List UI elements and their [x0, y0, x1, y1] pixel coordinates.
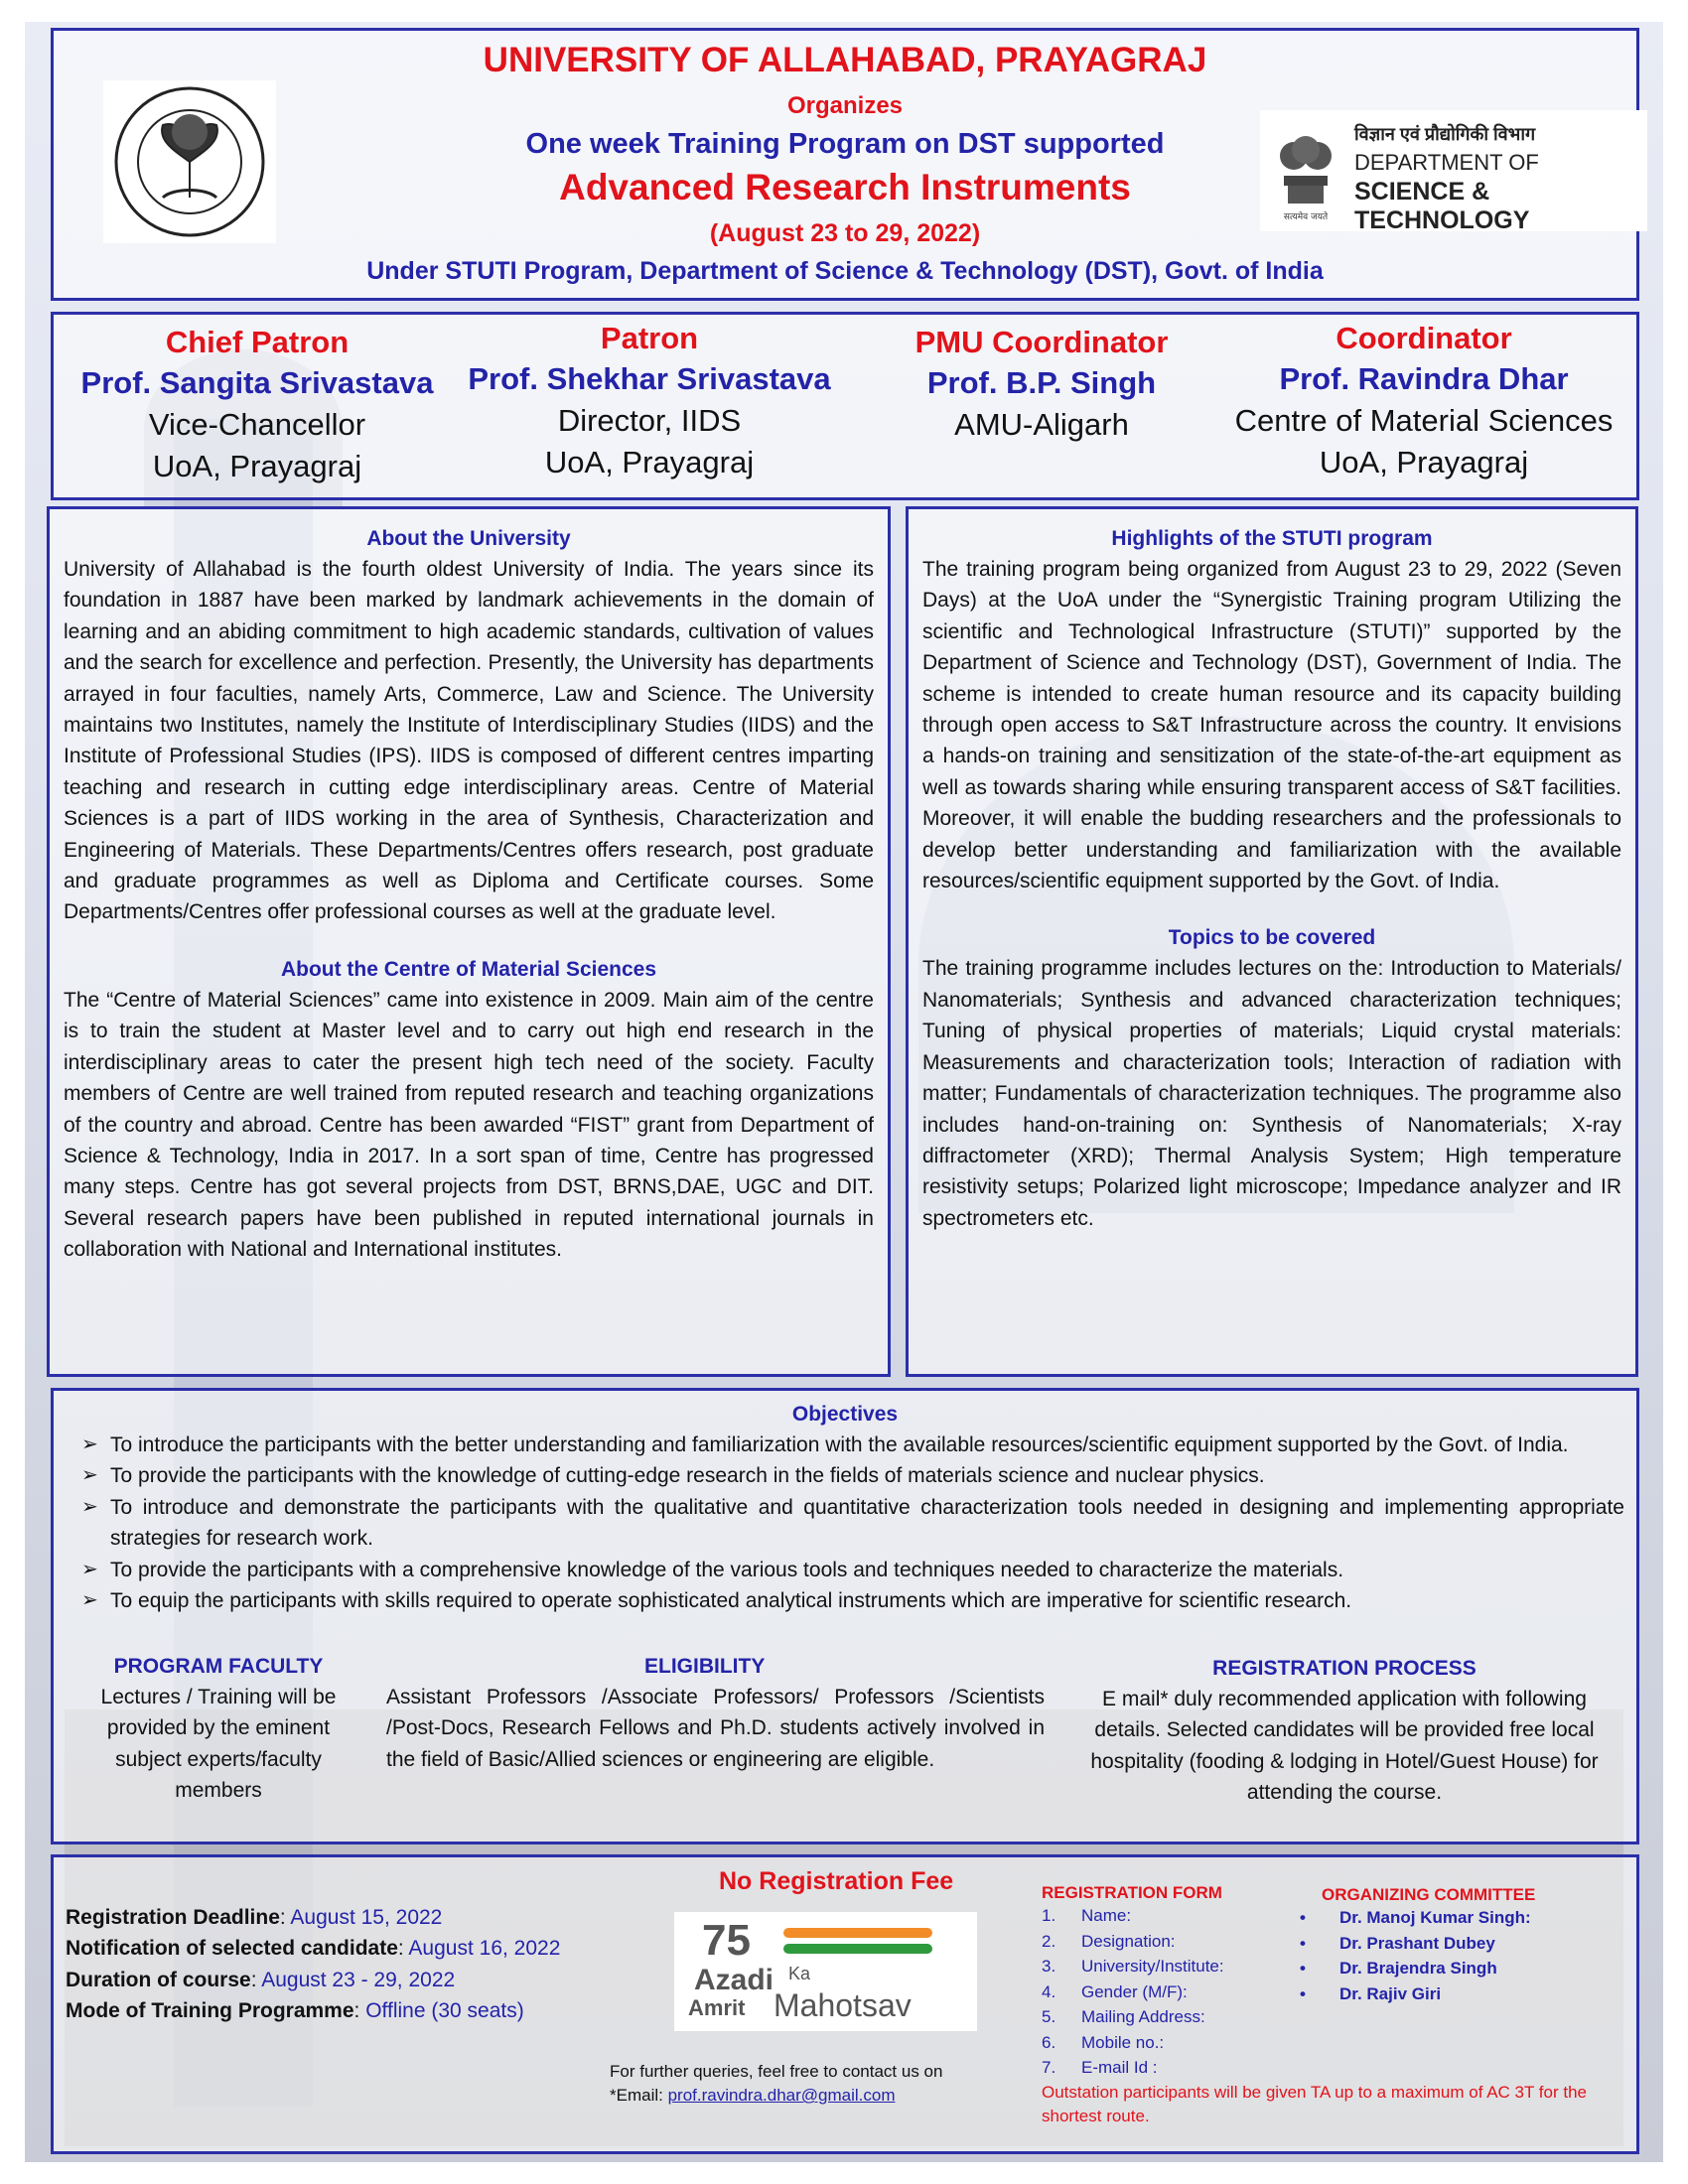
organizes-label: Organizes: [786, 92, 904, 119]
arrow-bullet-icon: ➢: [81, 1464, 98, 1487]
about-university-text: University of Allahabad is the fourth oldest University of India. The years since its foundation in 1887 have been marked by landmark achievements in the domain of learning and an abiding commitment to high academic standards, cultivation of values and the search for excellence and perfection. Presently, the University has departments arrayed in four faculties, namely Arts, Commerce, Law and Science. The University maintains two Institutes, namely the Institute of Interdisciplinary Studies (IIDS) and the Institute of Professional Studies (IPS). IIDS is composed of different centres imparting teaching and research in cutting edge interdisciplinary areas. Centre of Material Sciences is a part of IIDS working in the area of Synthesis, Characterization and Engineering of Materials. These Departments/Centres offers research, post graduate and graduate programmes as well as Diploma and Certificate courses. Some Departments/Centres offer professional courses as well at the graduate level.: [64, 558, 874, 924]
committee-list: [1300, 1905, 1627, 2006]
dst-hindi-name: विज्ञान एवं प्रौद्योगिकी विभाग: [1354, 124, 1536, 144]
form-field-item: 2. Designation:: [1042, 1931, 1176, 1951]
patron-name: Prof. Sangita Srivastava: [80, 365, 434, 400]
patrons-box: [51, 312, 1639, 500]
patron-role: Chief Patron: [165, 325, 350, 359]
objectives-list: [66, 1430, 1624, 1616]
patron-affiliation: UoA, Prayagraj: [1319, 445, 1529, 479]
committee-member: • Dr. Manoj Kumar Singh:: [1300, 1908, 1531, 1927]
organizing-committee: [1300, 1885, 1627, 2006]
registration-process-text: E mail* duly recommended application with following details. Selected candidates will be provided free local hospitality (fooding & lodging in Hotel/Guest House) for attending the course.: [1090, 1688, 1599, 1805]
form-field-item: 5. Mailing Address:: [1042, 2007, 1205, 2026]
contact-info: [610, 2060, 942, 2108]
objective-item: ➢ To introduce and demonstrate the participants with the qualitative and quantitative characterization tools needed in designing and implementing appropriate strategies for research work.: [66, 1492, 1624, 1555]
patron-designation: Centre of Material Sciences: [1234, 403, 1614, 438]
arrow-bullet-icon: ➢: [81, 1558, 98, 1580]
eligibility-text: Assistant Professors /Associate Professors/ Professors /Scientists /Post-Docs, Research Fellows and Ph.D. students actively involved in the field of Basic/Allied sciences or engineering are eligible.: [386, 1686, 1045, 1771]
objective-item: ➢ To provide the participants with a comprehensive knowledge of the various tools and techniques needed to characterize the materials.: [66, 1555, 1624, 1585]
program-faculty-title: PROGRAM FACULTY: [113, 1655, 324, 1678]
patron-column: [878, 323, 1205, 446]
registration-process-title: REGISTRATION PROCESS: [1212, 1657, 1477, 1680]
committee-member: • Dr. Rajiv Giri: [1300, 1983, 1442, 2003]
dst-logo: [1260, 110, 1647, 234]
about-university-title: About the University: [366, 527, 571, 550]
notification-line: Notification of selected candidate: August 16, 2022: [66, 1937, 561, 1961]
arrow-bullet-icon: ➢: [81, 1495, 98, 1518]
azadi-ka-amrit-mahotsav-logo: 75 Azadi Ka Amrit Mahotsav: [674, 1912, 977, 2031]
committee-member: • Dr. Brajendra Singh: [1300, 1959, 1497, 1978]
form-field-item: 1. Name:: [1042, 1906, 1132, 1925]
topics-text: The training programme includes lectures on the: Introduction to Materials/ Nanomaterials; Synthesis and advanced characterization techniques; Tuning of physical properties of materials; Liquid crystal materials: Measurements and characterization tools; Interaction of radiation with matter; Fundamentals of characterization techniques. The programme also includes hand-on-training on: Synthesis of Nanomaterials; X-ray diffractometer (XRD); Thermal Analysis System; High temperature resistivity setups; Polarized light microscope; Impedance analyzer and IR spectrometers etc.: [922, 957, 1621, 1230]
objective-item: ➢ To provide the participants with the knowledge of cutting-edge research in the fields of materials science and nuclear physics.: [66, 1460, 1624, 1491]
patron-name: Prof. Ravindra Dhar: [1279, 361, 1569, 396]
objective-item: ➢ To equip the participants with skills required to operate sophisticated analytical instruments which are imperative for scientific research.: [66, 1585, 1624, 1616]
email-line: *Email: prof.ravindra.dhar@gmail.com: [610, 2086, 896, 2105]
objectives-box: [51, 1388, 1639, 1844]
duration-line: Duration of course: August 23 - 29, 2022: [66, 1968, 456, 1991]
university-title: UNIVERSITY OF ALLAHABAD, PRAYAGRAJ: [483, 41, 1207, 79]
dst-name-line2: SCIENCE & TECHNOLOGY: [1354, 178, 1530, 234]
dst-name-line1: DEPARTMENT OF: [1354, 150, 1539, 175]
program-faculty-text: Lectures / Training will be provided by the eminent subject experts/faculty members: [100, 1686, 337, 1803]
program-faculty-section: [75, 1651, 361, 1807]
program-dates: (August 23 to 29, 2022): [709, 219, 981, 247]
committee-title: ORGANIZING COMMITTEE: [1322, 1885, 1536, 1904]
about-centre-text: The “Centre of Material Sciences” came into existence in 2009. Main aim of the centre is to train the student at Master level and to carry out high end research in the interdisciplinary areas to cater the present high tech need of the society. Faculty members of Centre are well trained from reputed research and teaching organizations of the country and abroad. Centre has been awarded “FIST” grant from Department of Science & Technology, India in 2017. In a sort span of time, Centre has progressed many steps. Centre has got several projects from DST, BRNS,DAE, UGC and DIT. Several research papers have been published in reputed international journals in collaboration with National and International institutes.: [64, 988, 874, 1262]
registration-form-title: REGISTRATION FORM: [1042, 1883, 1222, 1902]
form-field-item: 4. Gender (M/F):: [1042, 1981, 1188, 2001]
patron-role: Coordinator: [1336, 321, 1512, 355]
email-link[interactable]: prof.ravindra.dhar@gmail.com: [667, 2086, 896, 2105]
poster-page: [25, 22, 1663, 2162]
patron-name: Prof. Shekhar Srivastava: [468, 361, 831, 396]
form-field-item: 3. University/Institute:: [1042, 1957, 1224, 1976]
eligibility-title: ELIGIBILITY: [644, 1655, 766, 1678]
patron-designation: Vice-Chancellor: [148, 407, 366, 442]
deadline-line: Registration Deadline: August 15, 2022: [66, 1906, 443, 1929]
arrow-bullet-icon: ➢: [81, 1433, 98, 1455]
key-dates: [66, 1902, 701, 2027]
topics-title: Topics to be covered: [1168, 926, 1376, 950]
ta-note: Outstation participants will be given TA up to a maximum of AC 3T for the shortest route.: [1042, 2082, 1587, 2125]
eligibility-section: [386, 1651, 1045, 1775]
patron-affiliation: UoA, Prayagraj: [152, 449, 362, 483]
program-title: Advanced Research Instruments: [559, 167, 1131, 207]
patron-role: Patron: [600, 321, 699, 355]
program-label: One week Training Program on DST supported: [525, 128, 1165, 160]
committee-member: • Dr. Prashant Dubey: [1300, 1933, 1495, 1953]
highlights-text: The training program being organized from August 23 to 29, 2022 (Seven Days) at the UoA under the “Synergistic Training program Utilizing the scientific and Technological Infrastructure (STUTI)” supported by the Department of Science and Technology (DST), Government of India. The scheme is intended to create human resource and its capacity building through open access to S&T Infrastructure across the country. It envisions a hands-on training and sensitization of the state-of-the-art equipment as well as towards sharing while ensuring transparent access of S&T facilities. Moreover, it will enable the budding researchers and the professionals to develop better understanding and familiarization with the available resources/scientific equipment supported by the Govt. of India.: [922, 558, 1621, 893]
objective-item: ➢ To introduce the participants with the better understanding and familiarization with the available resources/scientific equipment supported by the Govt. of India.: [66, 1430, 1624, 1460]
about-centre-title: About the Centre of Material Sciences: [280, 957, 657, 981]
arrow-bullet-icon: ➢: [81, 1589, 98, 1612]
highlights-box: [906, 506, 1638, 1377]
national-emblem-icon: [1266, 116, 1345, 225]
no-fee-label: No Registration Fee: [719, 1867, 954, 1895]
form-field-item: 7. E-mail Id :: [1042, 2058, 1158, 2077]
patron-column: [466, 319, 833, 483]
mode-line: Mode of Training Programme: Offline (30 seats): [66, 1999, 524, 2023]
patron-role: PMU Coordinator: [914, 325, 1169, 359]
patron-designation: AMU-Aligarh: [954, 407, 1129, 442]
program-under: Under STUTI Program, Department of Science & Technology (DST), Govt. of India: [366, 257, 1324, 285]
registration-process-section: [1086, 1653, 1603, 1809]
objectives-title: Objectives: [791, 1403, 899, 1426]
patron-affiliation: UoA, Prayagraj: [544, 445, 755, 479]
form-field-item: 6. Mobile no.:: [1042, 2032, 1165, 2052]
about-box: [47, 506, 891, 1377]
highlights-title: Highlights of the STUTI program: [1111, 527, 1433, 550]
patron-column: [1225, 319, 1622, 483]
svg-text:सत्यमेव जयते: सत्यमेव जयते: [1283, 212, 1329, 222]
bottom-box: [51, 1854, 1639, 2154]
patron-designation: Director, IIDS: [557, 403, 742, 438]
queries-text: For further queries, feel free to contact us on: [610, 2062, 943, 2081]
patron-name: Prof. B.P. Singh: [926, 365, 1157, 400]
header-box: [51, 28, 1639, 301]
patron-column: [73, 323, 441, 487]
